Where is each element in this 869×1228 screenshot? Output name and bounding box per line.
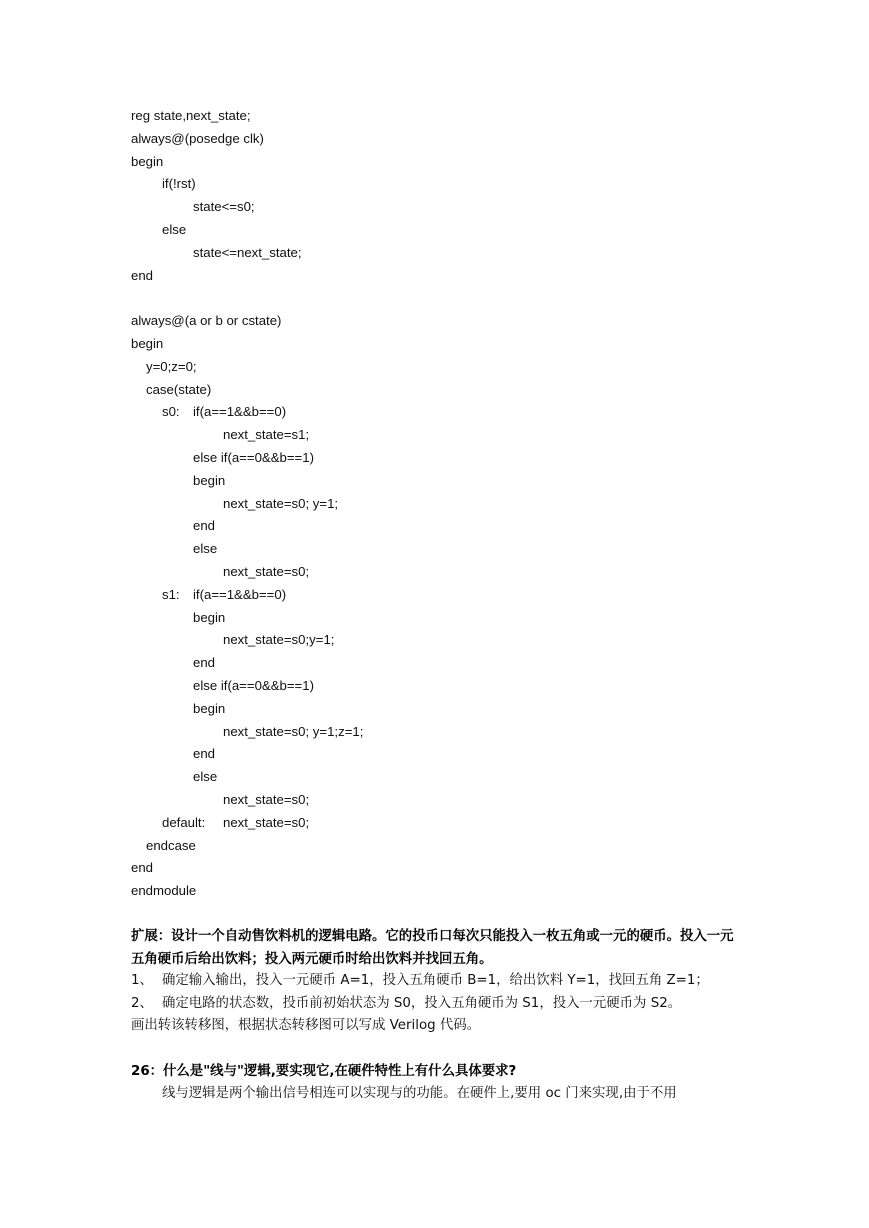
- code-line: next_state=s1;: [223, 427, 310, 443]
- code-line: next_state=s0; y=1;: [223, 495, 339, 511]
- code-line: else: [193, 769, 218, 785]
- question-26-answer: 线与逻辑是两个输出信号相连可以实现与的功能。在硬件上,要用 oc 门来实现,由于不用: [162, 1086, 677, 1101]
- step-continuation: 画出转该转移图，根据状态转移图可以写成 Verilog 代码。: [131, 1018, 481, 1033]
- code-line: end: [193, 746, 216, 762]
- verilog-code-block: [131, 105, 363, 903]
- code-line: end: [193, 655, 216, 671]
- code-line: [131, 401, 363, 424]
- code-line: else if(a==0&&b==1): [193, 449, 314, 465]
- extension-heading: 扩展：设计一个自动售饮料机的逻辑电路。它的投币口每次只能投入一枚五角或一元的硬币。投入一元五角硬币后给出饮料；投入两元硬币时给出饮料并找回五角。: [131, 929, 734, 967]
- code-line: begin: [193, 609, 226, 625]
- code-line: else: [193, 541, 218, 557]
- code-line: end: [131, 267, 154, 283]
- code-line: case(state): [146, 381, 212, 397]
- code-line: state<=next_state;: [193, 244, 302, 260]
- code-text: next_state=s0;: [223, 814, 310, 830]
- code-line: endmodule: [131, 883, 197, 899]
- step-text: 确定输入输出，投入一元硬币 A=1，投入五角硬币 B=1，给出饮料 Y=1，找回五角 Z=1；: [162, 973, 709, 988]
- step-number: 1、: [131, 973, 153, 988]
- code-line: begin: [193, 472, 226, 488]
- code-line: end: [131, 860, 154, 876]
- code-line: else if(a==0&&b==1): [193, 677, 314, 693]
- extension-steps: [131, 970, 743, 1038]
- code-line: end: [193, 518, 216, 534]
- case-label: s0:: [162, 404, 180, 420]
- code-line: reg state,next_state;: [131, 108, 251, 123]
- blank-line: [131, 287, 363, 310]
- step-number: 2、: [131, 995, 153, 1011]
- case-label: s1:: [162, 586, 180, 602]
- code-line: state<=s0;: [193, 199, 255, 215]
- code-line: begin: [193, 700, 226, 716]
- code-line: else: [162, 221, 187, 237]
- code-line: [131, 812, 363, 835]
- code-text: if(a==1&&b==0): [193, 586, 287, 602]
- code-line: next_state=s0;: [223, 563, 310, 579]
- code-line: next_state=s0; y=1;z=1;: [223, 723, 364, 739]
- code-line: always@(a or b or cstate): [131, 313, 282, 329]
- step-item-2: [131, 993, 743, 1016]
- code-line: if(!rst): [162, 176, 196, 192]
- step-item-1: [131, 970, 743, 993]
- step-text: 确定电路的状态数，投币前初始状态为 S0，投入五角硬币为 S1，投入一元硬币为 S2。: [162, 995, 682, 1011]
- code-line: next_state=s0;y=1;: [223, 632, 335, 648]
- code-line: y=0;z=0;: [146, 358, 197, 374]
- question-26-heading: 26：什么是"线与"逻辑,要实现它,在硬件特性上有什么具体要求?: [131, 1064, 517, 1079]
- code-line: endcase: [146, 837, 196, 853]
- code-line: begin: [131, 335, 164, 351]
- code-line: begin: [131, 153, 164, 169]
- code-text: if(a==1&&b==0): [193, 404, 287, 420]
- case-label: default:: [162, 814, 206, 830]
- code-line: [131, 584, 363, 607]
- code-line: always@(posedge clk): [131, 130, 264, 146]
- code-line: next_state=s0;: [223, 791, 310, 807]
